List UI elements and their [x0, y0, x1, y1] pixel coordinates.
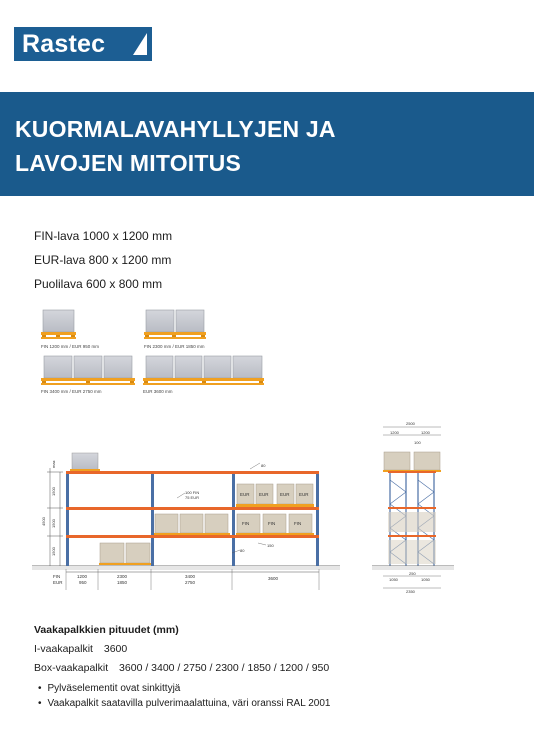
- page-title: [15, 112, 336, 180]
- width-fin-4: 3600: [268, 576, 279, 581]
- width-eur-1: 950: [79, 580, 87, 585]
- height-label-total: 4500: [41, 517, 46, 526]
- title-line-1: KUORMALAVAHYLLYJEN JA: [15, 116, 336, 142]
- note-floor: 80: [240, 548, 245, 553]
- pallet-group-fin-2300: [144, 310, 206, 339]
- width-fin-1: 1200: [77, 574, 88, 579]
- rack-side-diagram: [360, 418, 460, 598]
- side-top-gap: 100: [414, 440, 421, 445]
- eur-pallets-row: [236, 484, 314, 507]
- spec-i-beam-label: I-vaakapalkit: [34, 643, 93, 655]
- pallet-type-eur: EUR-lava 800 x 1200 mm: [34, 253, 172, 267]
- spec-box-beam: [34, 662, 329, 674]
- title-line-2: LAVOJEN MITOITUS: [15, 150, 241, 176]
- fin-label-1: FIN: [242, 521, 250, 526]
- side-top-part-1: 1200: [390, 430, 399, 435]
- height-label-max: max: [51, 460, 56, 468]
- caption-fin-1200: FIN 1200 mm / EUR 950 mm: [41, 344, 100, 349]
- caption-fin-3400: FIN 3400 mm / EUR 2750 mm: [41, 389, 102, 394]
- pallet-type-list: [34, 224, 172, 296]
- note-mid-eur: 75 EUR: [185, 495, 200, 500]
- rastec-logo: [14, 27, 152, 61]
- fin-pallets-row: [236, 514, 314, 535]
- side-bottom-1: 1050: [389, 577, 398, 582]
- spec-box-beam-value: 3600 / 3400 / 2750 / 2300 / 1850 / 1200 / 950: [119, 662, 330, 674]
- specs-heading: Vaakapalkkien pituudet (mm): [34, 624, 179, 636]
- width-eur-label: EUR: [53, 580, 63, 585]
- height-label-2: 1500: [51, 519, 56, 528]
- side-bottom-total: 2350: [406, 589, 415, 594]
- spec-box-beam-label: Box-vaakapalkit: [34, 662, 109, 674]
- pallet-type-fin: FIN-lava 1000 x 1200 mm: [34, 229, 173, 243]
- eur-label-2: EUR: [259, 492, 269, 497]
- width-fin-3: 3400: [185, 574, 196, 579]
- side-bottom-3: 1050: [421, 577, 430, 582]
- note-mid-fin: 100 FIN: [185, 490, 200, 495]
- side-bottom-2: 250: [409, 571, 416, 576]
- pallet-type-half: Puolilava 600 x 800 mm: [34, 277, 163, 291]
- eur-label-1: EUR: [240, 492, 250, 497]
- spec-i-beam: [34, 643, 127, 655]
- pallet-group-fin-1200: [41, 310, 76, 339]
- spec-bullets: [38, 682, 330, 711]
- note-gap: 150: [267, 543, 274, 548]
- width-fin-2: 2300: [117, 574, 128, 579]
- note-top: 80: [261, 463, 266, 468]
- eur-label-3: EUR: [280, 492, 290, 497]
- pallet-group-fin-3400: [41, 356, 135, 385]
- side-top-part-2: 1200: [421, 430, 430, 435]
- side-top-total: 2500: [406, 421, 415, 426]
- pallet-group-eur-3600: [143, 356, 264, 385]
- fin-label-3: FIN: [294, 521, 302, 526]
- eur-label-4: EUR: [299, 492, 309, 497]
- caption-eur-3600: EUR 3600 mm: [143, 389, 173, 394]
- width-eur-2: 1850: [117, 580, 128, 585]
- bullet-item: • Vaakapalkit saatavilla pulverimaalattuina, väri oranssi RAL 2001: [38, 697, 330, 712]
- pallet-illustrations: [0, 300, 534, 400]
- height-label-1: 1500: [51, 487, 56, 496]
- logo-notch: [133, 33, 147, 55]
- width-fin-label: FIN: [53, 574, 61, 579]
- bullet-item: • Pylväselementit ovat sinkittyjä: [38, 682, 330, 697]
- logo-text: Rastec: [22, 30, 106, 58]
- fin-label-2: FIN: [268, 521, 276, 526]
- width-eur-3: 2750: [185, 580, 196, 585]
- caption-fin-2300: FIN 2300 mm / EUR 1850 mm: [144, 344, 205, 349]
- height-label-3: 1500: [51, 547, 56, 556]
- spec-i-beam-value: 3600: [103, 643, 128, 655]
